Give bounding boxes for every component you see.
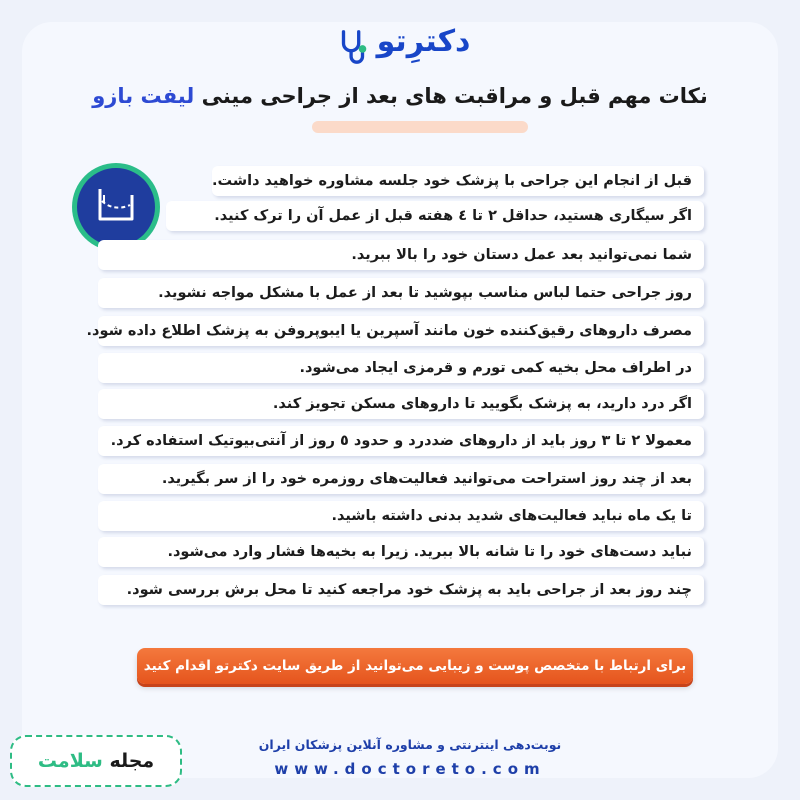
logo-text: دکترِتو (376, 24, 471, 59)
list-item: قبل از انجام این جراحی با پزشک خود جلسه مشاوره خواهید داشت. (212, 166, 704, 196)
health-magazine-badge[interactable] (10, 735, 182, 787)
list-item: روز جراحی حتما لباس مناسب بپوشید تا بعد از عمل با مشکل مواجه نشوید. (98, 278, 704, 308)
list-item: در اطراف محل بخیه کمی تورم و قرمزی ایجاد می‌شود. (98, 353, 704, 383)
badge-word-magazine: مجله (109, 750, 155, 772)
title-highlight: لیفت بازو (92, 84, 195, 108)
footer-tagline: نوبت‌دهی اینترنتی و مشاوره آنلاین پزشکان ایران (258, 737, 562, 752)
title-main: نکات مهم قبل و مراقبت های بعد از جراحی مینی (201, 84, 708, 108)
list-item: نباید دست‌های خود را تا شانه بالا ببرید. زیرا به بخیه‌ها فشار وارد می‌شود. (98, 537, 704, 567)
list-item: چند روز بعد از جراحی باید به پزشک خود مراجعه کنید تا محل برش بررسی شود. (98, 575, 704, 605)
list-item: بعد از چند روز استراحت می‌توانید فعالیت‌های روزمره خود را از سر بگیرید. (98, 464, 704, 494)
footer-url-link[interactable]: www.doctoreto.com (274, 760, 546, 778)
list-item: معمولا ۲ تا ۳ روز باید از داروهای ضددرد و حدود ٥ روز از آنتی‌بیوتیک استفاده کرد. (98, 426, 704, 456)
list-item: تا یک ماه نباید فعالیت‌های شدید بدنی داشته باشید. (98, 501, 704, 531)
list-item: اگر سیگاری هستید، حداقل ۲ تا ٤ هفته قبل از عمل آن را ترک کنید. (166, 201, 704, 231)
contact-dermatologist-button[interactable]: برای ارتباط با متخصص پوست و زیبایی می‌توانید از طریق سایت دکترتو اقدام کنید (137, 648, 693, 684)
list-item: شما نمی‌توانید بعد عمل دستان خود را بالا ببرید. (98, 240, 704, 270)
list-item: مصرف داروهای رقیق‌کننده خون مانند آسپرین یا ایبوپروفن به پزشک اطلاع داده شود. (98, 316, 704, 346)
badge-word-health: سلامت (37, 750, 103, 772)
list-item: اگر درد دارید، به پزشک بگویید تا داروهای مسکن تجویز کند. (98, 389, 704, 419)
